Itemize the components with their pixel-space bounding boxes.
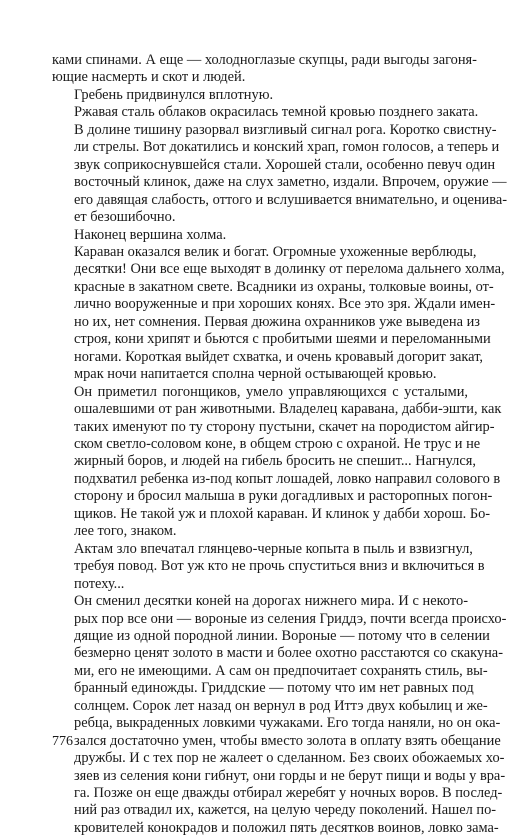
text-line: зался достаточно умен, чтобы вместо золота в оплату взять обещание — [74, 732, 501, 749]
paragraph — [52, 52, 477, 87]
text-line: жирный боров, и людей на гибель бросить не спешит... Нагнулся, — [74, 453, 476, 470]
paragraph — [52, 383, 502, 541]
text-line: лично вооруженные и при хороших конях. Все это зря. Ждали имен- — [74, 296, 496, 313]
text-line: подхватил ребенка из-под копыт лошадей, ловко направил солового в — [74, 470, 501, 487]
text-line: лее того, знаком. — [74, 523, 177, 540]
text-line: безмерно ценят золото в масти и более охотно расстаются со скакуна- — [74, 645, 503, 662]
paragraph — [52, 104, 508, 226]
text-line: десятки! Они все еще выходят в долинку от перелома дальнего холма, — [74, 261, 505, 278]
text-line: звук соприкоснувшейся стали. Хорошей стали, особенно певуч один — [74, 156, 496, 173]
text-line: ребца, выкраденных ловкими чужаками. Его тогда наняли, но он ока- — [74, 715, 501, 732]
text-line: В долине тишину разорвал визгливый сигнал рога. Коротко свистну- — [74, 121, 497, 138]
text-line: Караван оказался велик и богат. Огромные ухоженные верблюды, — [74, 243, 477, 260]
paragraph — [52, 593, 507, 837]
text-line: восточный клинок, даже на слух заметно, издали. Впрочем, оружие — — [74, 174, 507, 191]
paragraph — [52, 227, 468, 244]
text-line: ет безошибочно. — [74, 209, 176, 226]
paragraph — [52, 87, 468, 104]
text-line: ми, его не имеющими. А сам он предпочитает сохранять стиль, вы- — [74, 662, 488, 679]
text-line: щиков. Не такой уж и плохой караван. И клинок у дабби хорош. Бо- — [74, 505, 491, 522]
text-line: Актам зло впечатал глянцево-черные копыта в пыль и взвизгнул, — [74, 540, 473, 557]
page-number: 776 — [52, 734, 73, 749]
text-line: Он приметил погонщиков, умело управляющихся с усталыми, — [74, 383, 468, 400]
text-line: Наконец вершина холма. — [74, 226, 227, 243]
text-line: таких именуют по ту сторону пустыни, скачет на породистом айгир- — [74, 418, 495, 435]
text-line: сторону и бросил малыша в руки догадливых и расторопных погон- — [74, 488, 493, 505]
text-line: требуя повод. Вот уж кто не прочь спуститься вниз и включиться в — [74, 558, 485, 575]
text-line: дружбы. И с тех пор не жалеет о сделанном. Без своих обожаемых хо- — [74, 750, 505, 767]
body-text — [52, 52, 508, 837]
text-line: ли стрелы. Вот докатились и конский храп, гомон голосов, а теперь и — [74, 139, 500, 156]
text-line: солнцем. Сорок лет назад он вернул в род Иттэ двух кобылиц и же- — [74, 697, 488, 714]
text-line: дящие из одной породной линии. Вороные — потому что в селении — [74, 627, 490, 644]
text-line: Он сменил десятки коней на дорогах нижнего мира. И с некото- — [74, 593, 468, 610]
text-line: ками спинами. А еще — холодноглазые скупцы, ради выгоды загоня- — [52, 52, 477, 68]
text-line: но их, нет сомнения. Первая дюжина охранников уже выведена из — [74, 313, 480, 330]
text-line: мрак ночи напитается сполна черной остывающей кровью. — [74, 366, 437, 383]
text-line: Гребень придвинулся вплотную. — [74, 86, 274, 103]
text-line: ском светло-соловом коне, в общем строю с охраной. Не трус и не — [74, 435, 481, 452]
text-line: Ржавая сталь облаков окрасилась темной кровью позднего заката. — [74, 104, 479, 121]
text-line: потеху... — [74, 575, 125, 592]
paragraph — [52, 243, 505, 384]
text-line: ющие насмерть и скот и людей. — [52, 69, 246, 86]
text-line: бранный единожды. Гриддские — потому что им нет равных под — [74, 680, 474, 697]
text-line: его давящая слабость, оттого и вслушивается внимательно, и оценива- — [74, 191, 508, 208]
text-line: красные в закатном свете. Всадники из охраны, толковые воины, от- — [74, 278, 494, 295]
text-line: га. Позже он еще дважды отбирал жеребят у ночных воров. В послед- — [74, 785, 503, 802]
text-line: рых пор все они — вороные из селения Гриддэ, почти всегда происхо- — [74, 610, 507, 627]
text-line: строя, кони хрипят и бьются с пробитыми шеями и переломанными — [74, 331, 491, 348]
paragraph — [52, 540, 485, 593]
text-line: кровителей конокрадов и положил пять десятков воинов, ловко зама- — [74, 819, 499, 836]
text-line: ний раз отвадил их, кажется, на целую череду поколений. Нашел по- — [74, 802, 497, 819]
text-line: ногами. Короткая выйдет схватка, и очень кровавый догорит закат, — [74, 348, 483, 365]
text-line: зяев из селения кони гибнут, они горды и не берут пищи и воды у вра- — [74, 767, 506, 784]
text-line: ошалевшими от ран животными. Владелец каравана, дабби-эшти, как — [74, 401, 502, 418]
